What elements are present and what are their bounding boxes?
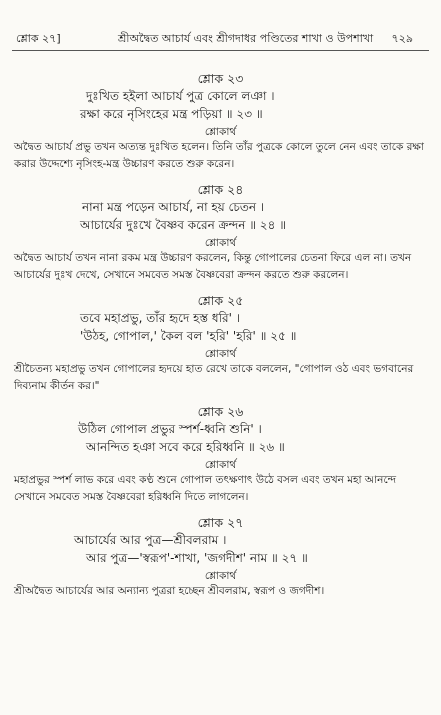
verse-line: রক্ষা করে নৃসিংহের মন্ত্র পড়িয়া ॥ ২৩ ॥: [80, 107, 263, 121]
header-chapter-title: শ্রীঅদ্বৈত আচার্য এবং শ্রীগদাধর পণ্ডিতের শাখা ও উপশাখা: [118, 32, 374, 45]
verse-line: তবে মহাপ্রভু, তাঁর হৃদে হস্ত ধরি' ।: [80, 311, 241, 325]
verse-title: শ্লোক ২৫: [197, 293, 244, 308]
translation-label: শ্লোকার্থ: [204, 237, 237, 249]
verse-line: দুঃখিত হইলা আচার্য পুত্র কোলে লঞা ।: [86, 89, 275, 103]
header-rule: [12, 50, 429, 51]
translation-text: অদ্বৈত আচার্য প্রভু তখন অত্যন্ত দুঃখিত হলেন। তিনি তাঁর পুত্রকে কোলে তুলে নেন এবং তাকে রক্ষা করার উদ্দেশ্যে নৃসিংহ-মন্ত্র উচ্চারণ করতে শুরু করেন।: [14, 141, 424, 170]
verse-title: শ্লোক ২৪: [197, 182, 244, 197]
translation-text: শ্রীচৈতন্য মহাপ্রভু তখন গোপালের হৃদয়ে হাত রেখে তাকে বললেন, "গোপাল ওঠ এবং ভগবানের দিব্যনাম কীর্তন কর।": [14, 363, 414, 392]
running-header: [10, 30, 431, 48]
verse-line: আর পুত্র—'স্বরূপ'-শাখা, 'জগদীশ' নাম ॥ ২৭ ॥: [86, 551, 308, 565]
page-content: [14, 66, 427, 608]
verse-line: আনন্দিত হঞা সবে করে হরিধ্বনি ॥ ২৬ ॥: [86, 440, 285, 454]
translation-label: শ্লোকার্থ: [204, 570, 237, 582]
verse-line: 'উঠহ, গোপাল,' কৈল বল 'হরি' 'হরি' ॥ ২৫ ॥: [80, 329, 297, 343]
header-verse-ref: শ্লোক ২৭]: [16, 32, 61, 45]
page-number: ৭২৯: [391, 32, 413, 45]
translation-label: শ্লোকার্থ: [204, 348, 237, 360]
translation-text: মহাপ্রভুর স্পর্শ লাভ করে এবং কণ্ঠ শুনে গোপাল তৎক্ষণাৎ উঠে বসল এবং তখন মহা আনন্দে সেখানে সমবেত সমস্ত বৈষ্ণবেরা হরিধ্বনি দিতে লাগলেন।: [14, 474, 397, 503]
verse-line: উঠিল গোপাল প্রভুর স্পর্শ-ধ্বনি শুনি' ।: [78, 422, 262, 436]
verse-line: আচার্যের আর পুত্র—শ্রীবলরাম ।: [74, 533, 227, 547]
verse-title: শ্লোক ২৩: [197, 71, 244, 86]
verse-line: আচার্যের দুঃখে বৈষ্ণব করেন ক্রন্দন ॥ ২৪ ॥: [80, 218, 286, 232]
verse-title: শ্লোক ২৬: [197, 404, 244, 419]
verse-title: শ্লোক ২৭: [197, 515, 244, 530]
verse-line: নানা মন্ত্র পড়েন আচার্য, না হয় চেতন ।: [82, 200, 265, 214]
translation-label: শ্লোকার্থ: [204, 126, 237, 138]
translation-text: অদ্বৈত আচার্য তখন নানা রকম মন্ত্র উচ্চারণ করলেন, কিন্তু গোপালের চেতনা ফিরে এল না। তখন আচার্যের দুঃখ দেখে, সেখানে সমবেত সমস্ত বৈষ্ণবেরা ক্রন্দন করতে শুরু করলেন।: [14, 252, 412, 281]
translation-label: শ্লোকার্থ: [204, 459, 237, 471]
translation-text: শ্রীঅদ্বৈত আচার্যের আর অন্যান্য পুত্ররা হচ্ছেন শ্রীবলরাম, স্বরূপ ও জগদীশ।: [14, 585, 325, 597]
